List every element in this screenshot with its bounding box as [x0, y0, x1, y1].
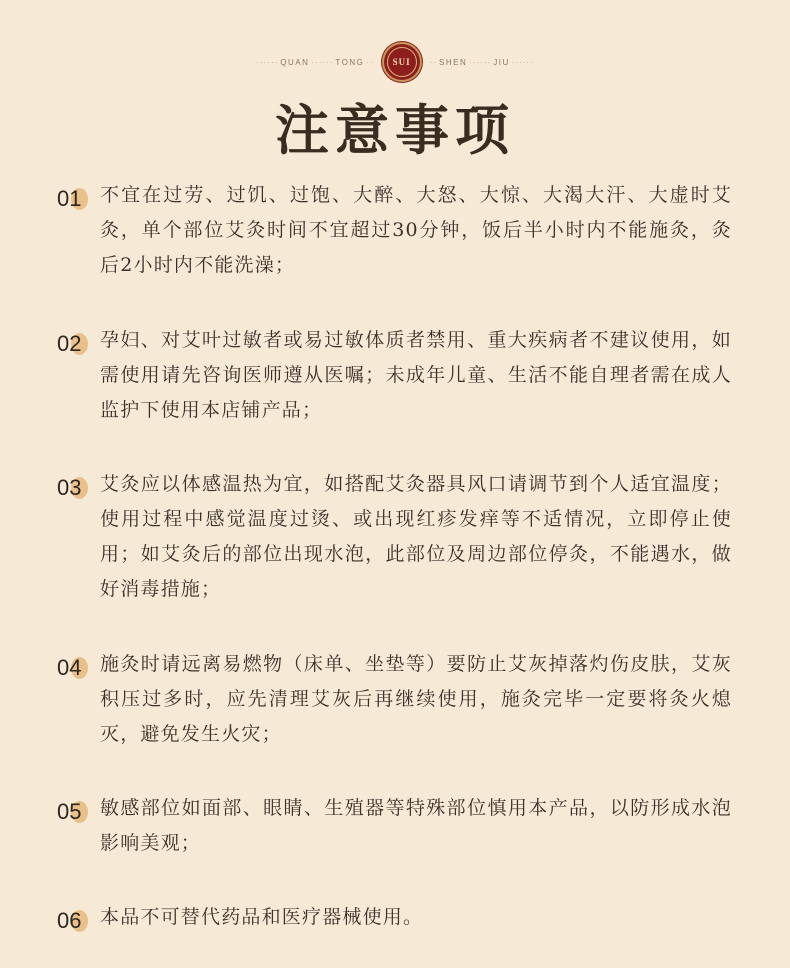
note-text: 孕妇、对艾叶过敏者或易过敏体质者禁用、重大疾病者不建议使用，如需使用请先咨询医师遵从医嘱；未成年儿童、生活不能自理者需在成人监护下使用本店铺产品； — [100, 329, 732, 421]
note-text: 不宜在过劳、过饥、过饱、大醉、大怒、大惊、大渴大汗、大虚时艾灸，单个部位艾灸时间不宜超过30分钟，饭后半小时内不能施灸，灸后2小时内不能洗澡； — [100, 184, 732, 276]
brand-seal-logo — [382, 42, 422, 82]
note-text: 敏感部位如面部、眼睛、生殖器等特殊部位慎用本产品，以防形成水泡影响美观； — [100, 797, 732, 854]
note-number: 02 — [57, 331, 82, 356]
brand-word-tong: TONG — [335, 57, 365, 67]
brand-word-quan: QUAN — [280, 57, 310, 67]
brand-word-shen: SHEN — [439, 57, 468, 67]
note-number: 03 — [57, 475, 82, 500]
note-number: 01 — [57, 186, 82, 211]
note-text: 施灸时请远离易燃物（床单、坐垫等）要防止艾灰掉落灼伤皮肤，艾灰积压过多时，应先清理艾灰后再继续使用，施灸完毕一定要将灸火熄灭，避免发生火灾； — [100, 653, 732, 745]
note-text: 本品不可替代药品和医疗器械使用。 — [100, 906, 424, 928]
note-number: 06 — [57, 908, 82, 933]
note-number: 04 — [57, 655, 82, 680]
page-title: 注意事项 — [275, 98, 515, 162]
note-text: 艾灸应以体感温热为宜，如搭配艾灸器具风口请调节到个人适宜温度；使用过程中感觉温度过烫、或出现红疹发痒等不适情况，立即停止使用；如艾灸后的部位出现水泡，此部位及周边部位停灸，不能遇水，做好消毒措施； — [100, 473, 732, 600]
note-number: 05 — [57, 799, 82, 824]
brand-word-jiu: JIU — [493, 57, 510, 67]
brand-row: ······ QUAN ······ TONG ·· SUI ·· SHEN ······ JIU ······ — [0, 40, 790, 84]
seal-text: SUI — [392, 57, 411, 67]
